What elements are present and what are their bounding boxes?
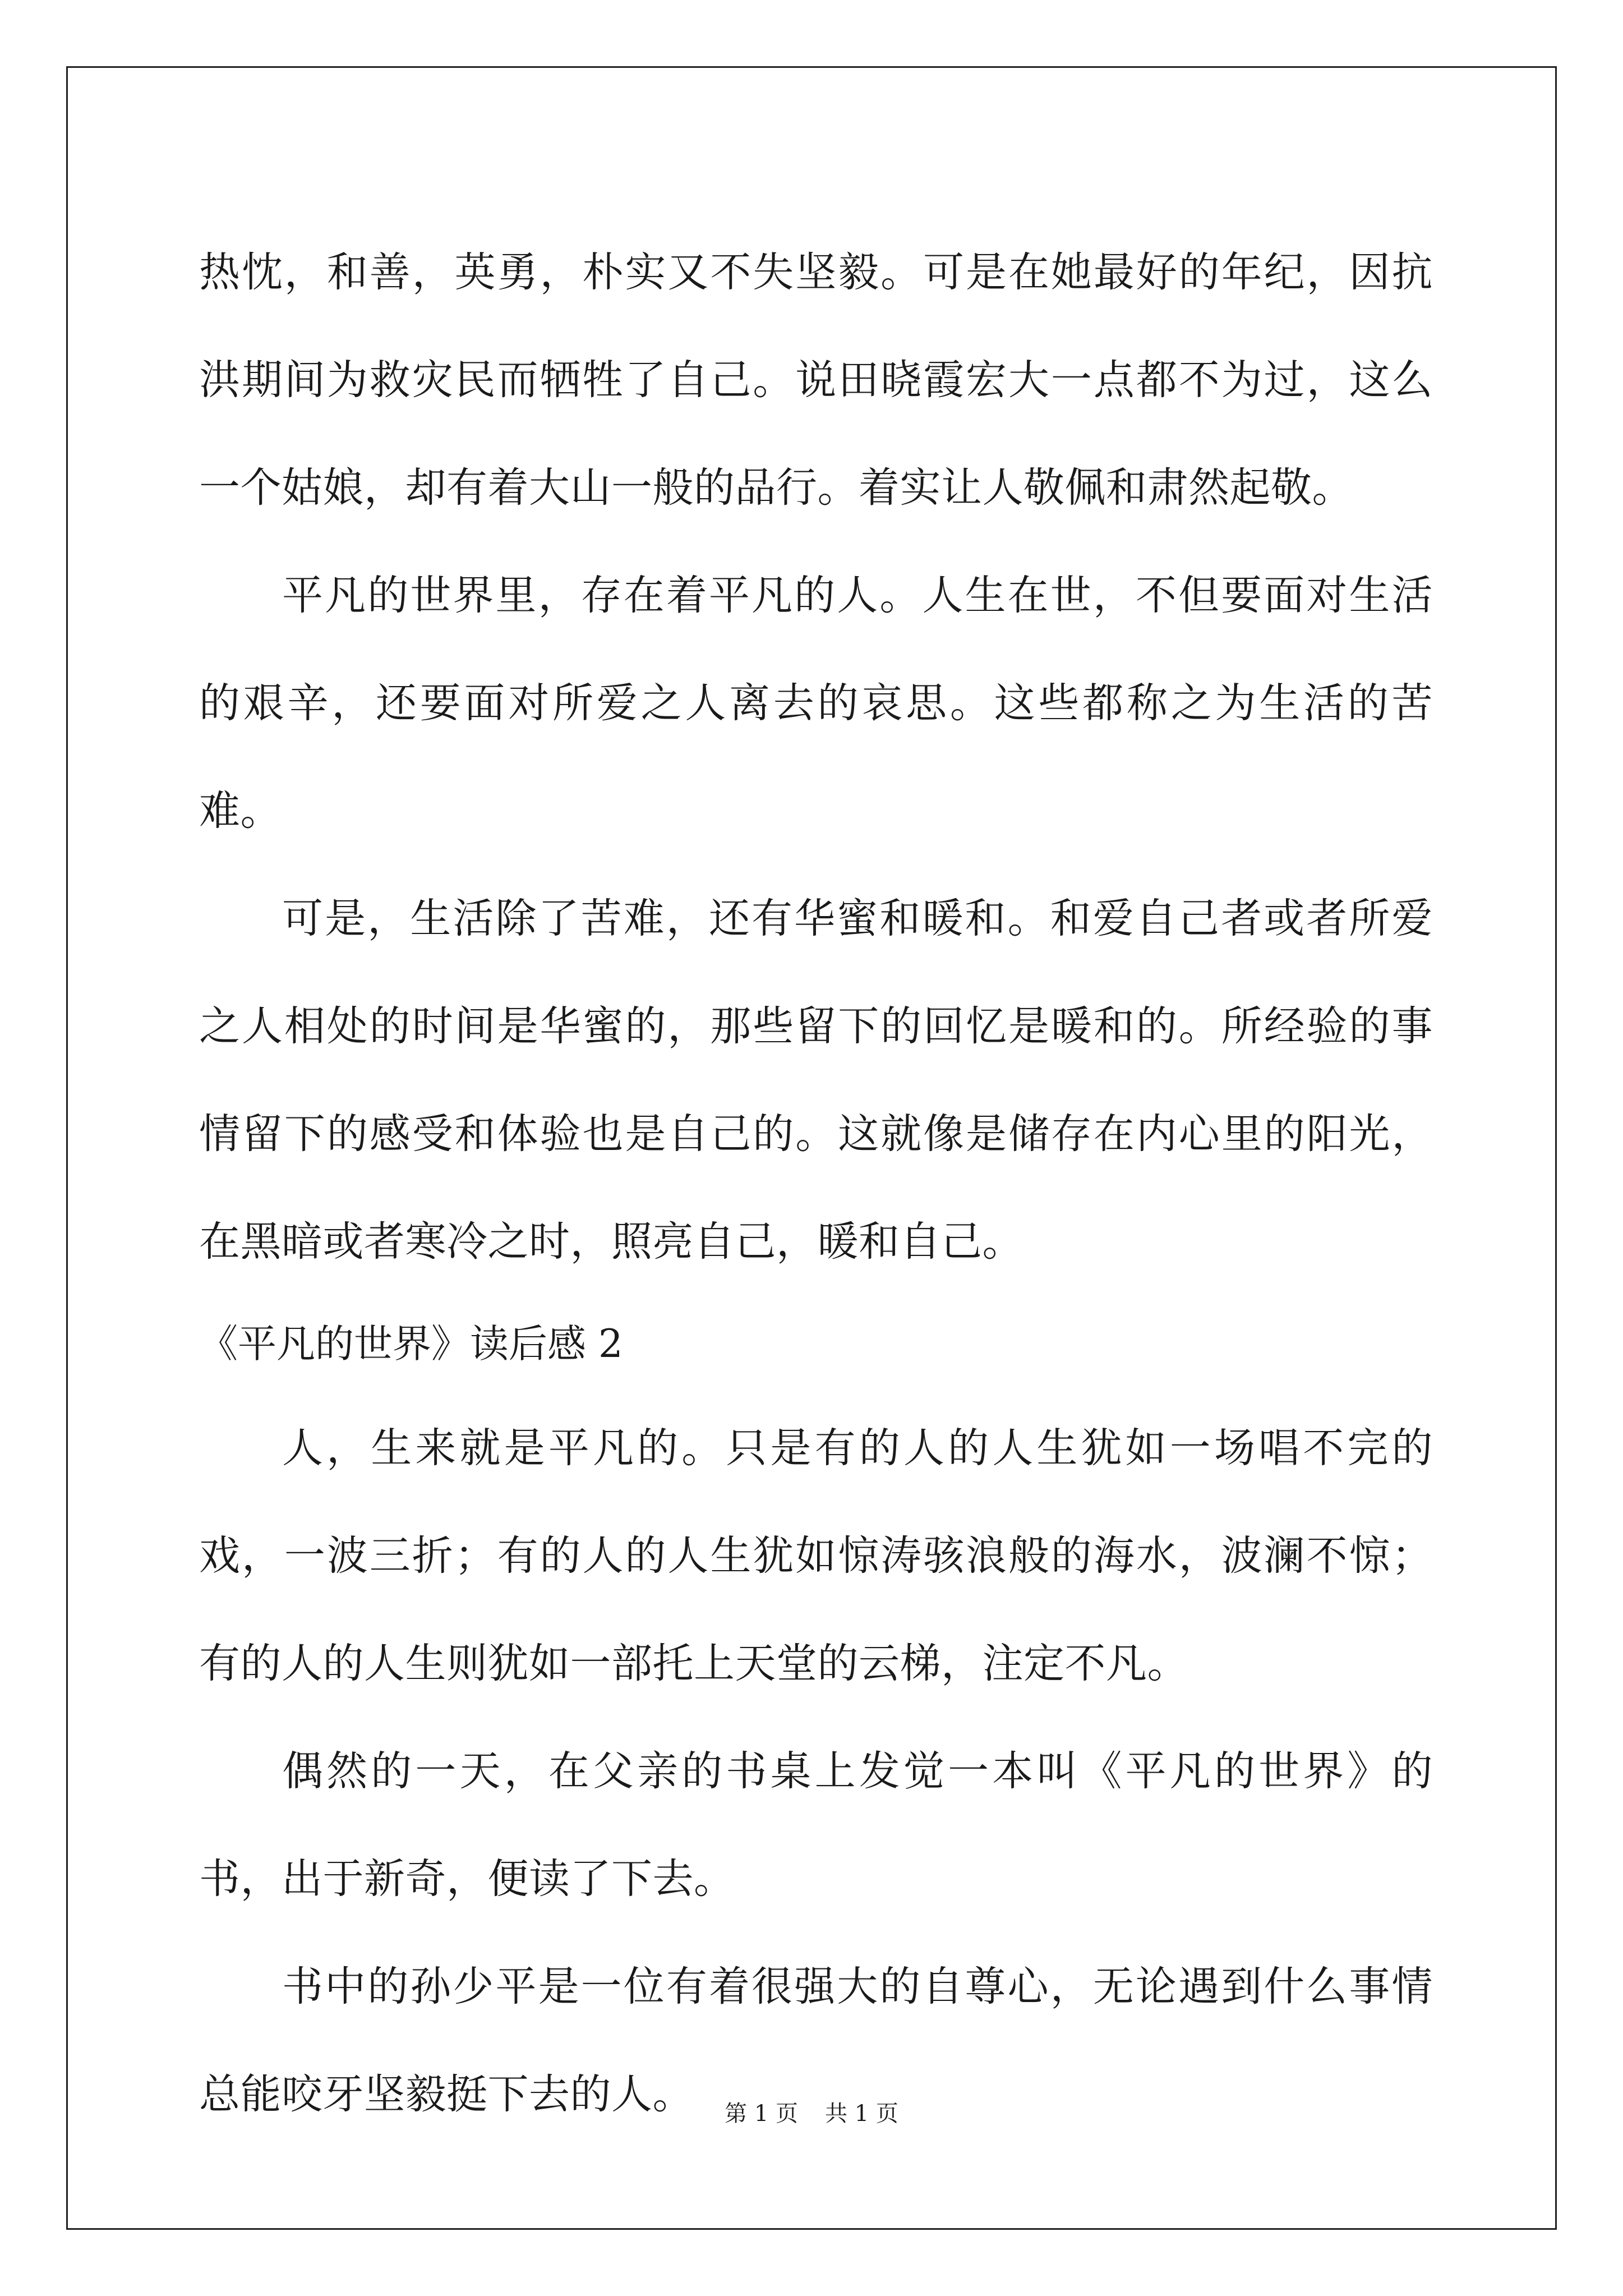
page-number-total: 共 1 页 xyxy=(825,2101,898,2127)
page-footer xyxy=(0,2097,1623,2131)
page-number-current: 第 1 页 xyxy=(725,2101,798,2127)
paragraph-1: 热忱，和善，英勇，朴实又不失坚毅。可是在她最好的年纪，因抗洪期间为救灾民而牺牲了自己。说田晓霞宏大一点都不为过，这么一个姑娘，却有着大山一般的品行。着实让人敬佩和肃然起敬。 xyxy=(199,249,1433,512)
paragraph-2: 平凡的世界里，存在着平凡的人。人生在世，不但要面对生活的艰辛，还要面对所爱之人离去的哀思。这些都称之为生活的苦难。 xyxy=(199,572,1433,835)
paragraph-5: 偶然的一天，在父亲的书桌上发觉一本叫《平凡的世界》的书，出于新奇，便读了下去。 xyxy=(199,1747,1433,1903)
paragraph-3: 可是，生活除了苦难，还有华蜜和暖和。和爱自己者或者所爱之人相处的时间是华蜜的，那些留下的回忆是暖和的。所经验的事情留下的感受和体验也是自己的。这就像是储存在内心里的阳光，在黑暗或者寒冷之时，照亮自己，暖和自己。 xyxy=(199,895,1433,1266)
section-heading: 《平凡的世界》读后感 2 xyxy=(199,1322,623,1366)
document-body xyxy=(199,219,1433,2148)
paragraph-6: 书中的孙少平是一位有着很强大的自尊心，无论遇到什么事情总能咬牙坚毅挺下去的人。 xyxy=(199,1963,1433,2118)
paragraph-4: 人，生来就是平凡的。只是有的人的人生犹如一场唱不完的戏，一波三折；有的人的人生犹如惊涛骇浪般的海水，波澜不惊；有的人的人生则犹如一部托上天堂的云梯，注定不凡。 xyxy=(199,1424,1433,1687)
